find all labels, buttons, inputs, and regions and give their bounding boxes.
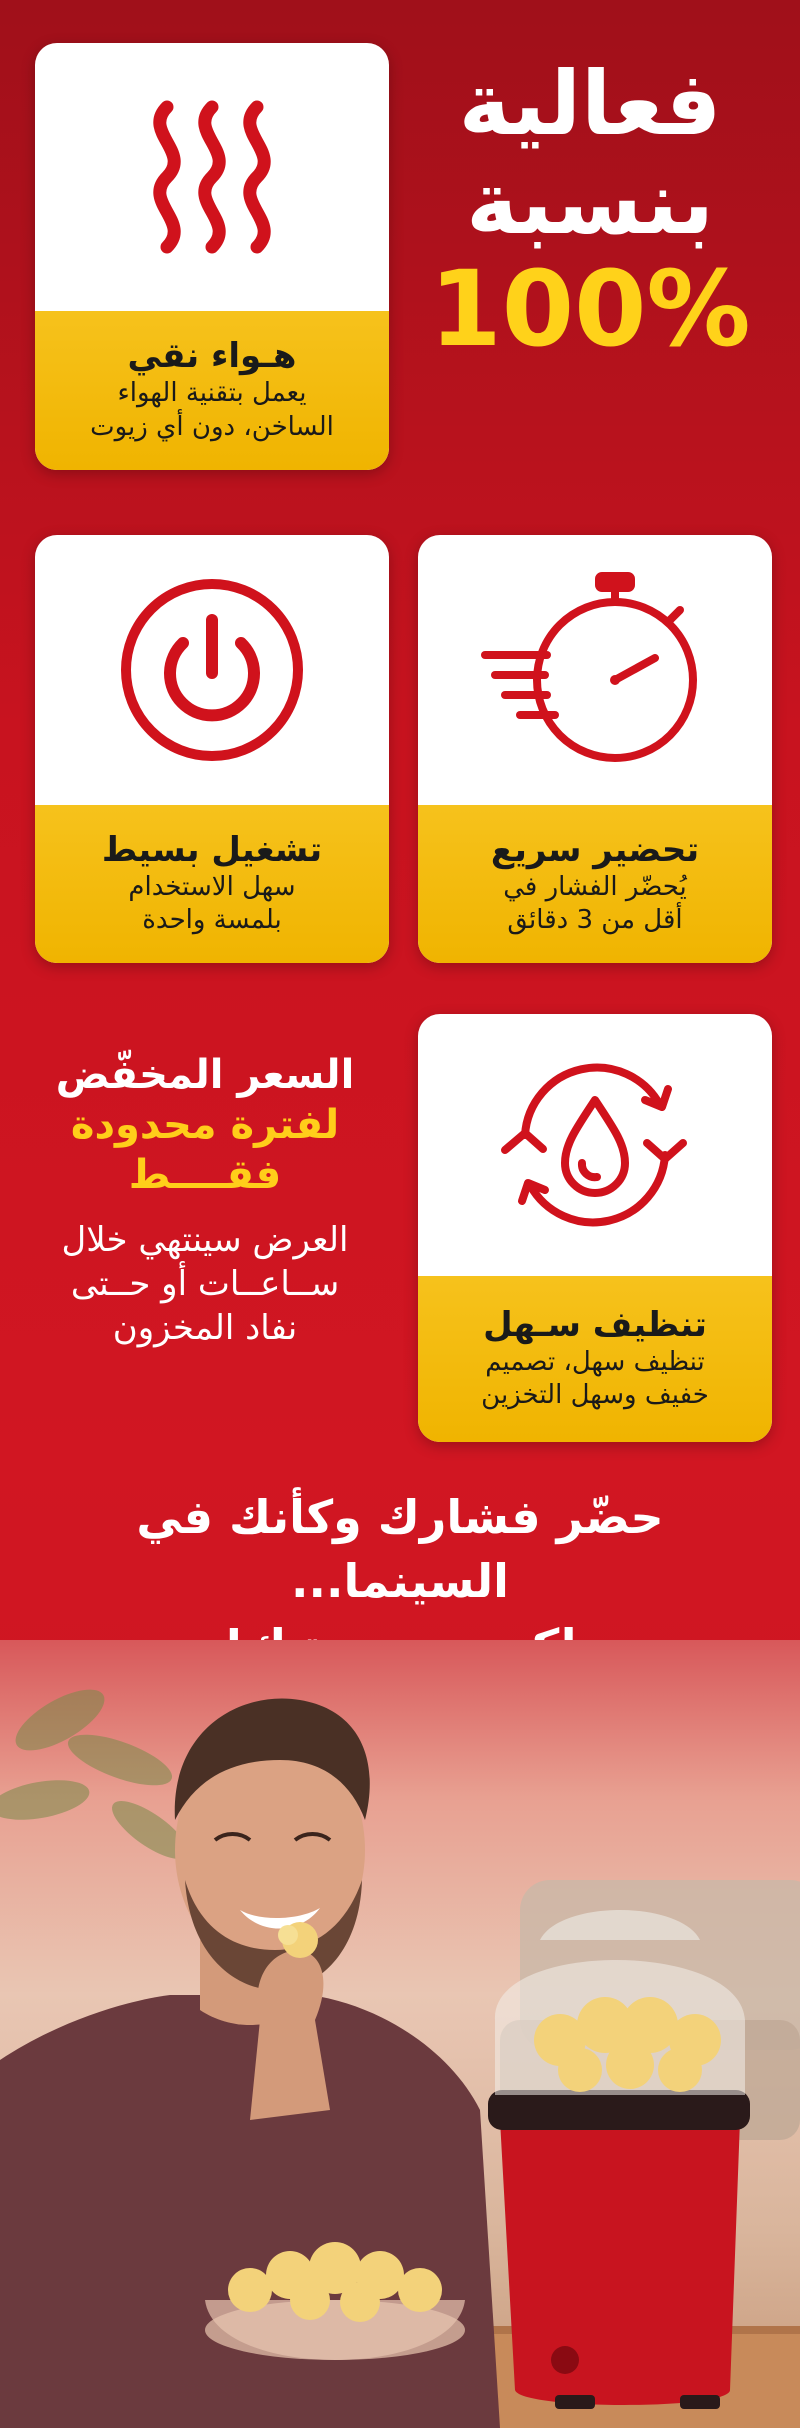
feature-title: تشغيل بسيط (101, 829, 323, 870)
feature-caption (35, 805, 389, 963)
feature-caption (418, 1276, 772, 1442)
power-icon (35, 535, 389, 805)
limited-offer (20, 1050, 390, 1351)
feature-caption (418, 805, 772, 963)
water-drop-cycle-icon (418, 1014, 772, 1276)
feature-text: بلمسة واحدة (142, 905, 282, 936)
feature-caption (35, 311, 389, 470)
feature-text: أقل من 3 دقائق (507, 905, 683, 936)
lifestyle-photo (0, 1640, 800, 2428)
headline-line: بنسبة (466, 150, 714, 254)
feature-text: خفيف وسهل التخزين (481, 1380, 709, 1411)
offer-title: السعر المخفّض (55, 1052, 355, 1098)
offer-highlight: لفترة محدودة (70, 1102, 340, 1148)
headline (410, 52, 770, 371)
feature-title: هـواء نقي (127, 336, 297, 377)
feature-text: يُحضّر الفشار في (503, 871, 687, 902)
offer-highlight: فقــــط (128, 1152, 282, 1198)
feature-text: الساخن، دون أي زيوت (90, 411, 334, 442)
feature-card-hot-air (35, 43, 389, 470)
feature-title: تحضير سريع (490, 829, 700, 870)
offer-text: العرض سينتهي خلال (61, 1220, 349, 1260)
headline-percent: 100% (429, 248, 751, 371)
feature-card-easy-clean (418, 1014, 772, 1442)
feature-card-simple-operation (35, 535, 389, 963)
feature-title: تنظيف سـهل (483, 1304, 707, 1345)
feature-text: سهل الاستخدام (128, 871, 296, 902)
feature-text: يعمل بتقنية الهواء (117, 378, 307, 409)
feature-card-fast-prep (418, 535, 772, 963)
heat-waves-icon (35, 43, 389, 311)
feature-text: تنظيف سهل، تصميم (485, 1346, 705, 1377)
headline-line: فعالية (458, 52, 722, 155)
tagline-line: حضّر فشارك وكأنك في السينما... (136, 1490, 664, 1609)
offer-text: نفاد المخزون (112, 1308, 298, 1349)
offer-text: ســاعــات أو حــتى (70, 1264, 340, 1305)
stopwatch-icon (418, 535, 772, 805)
